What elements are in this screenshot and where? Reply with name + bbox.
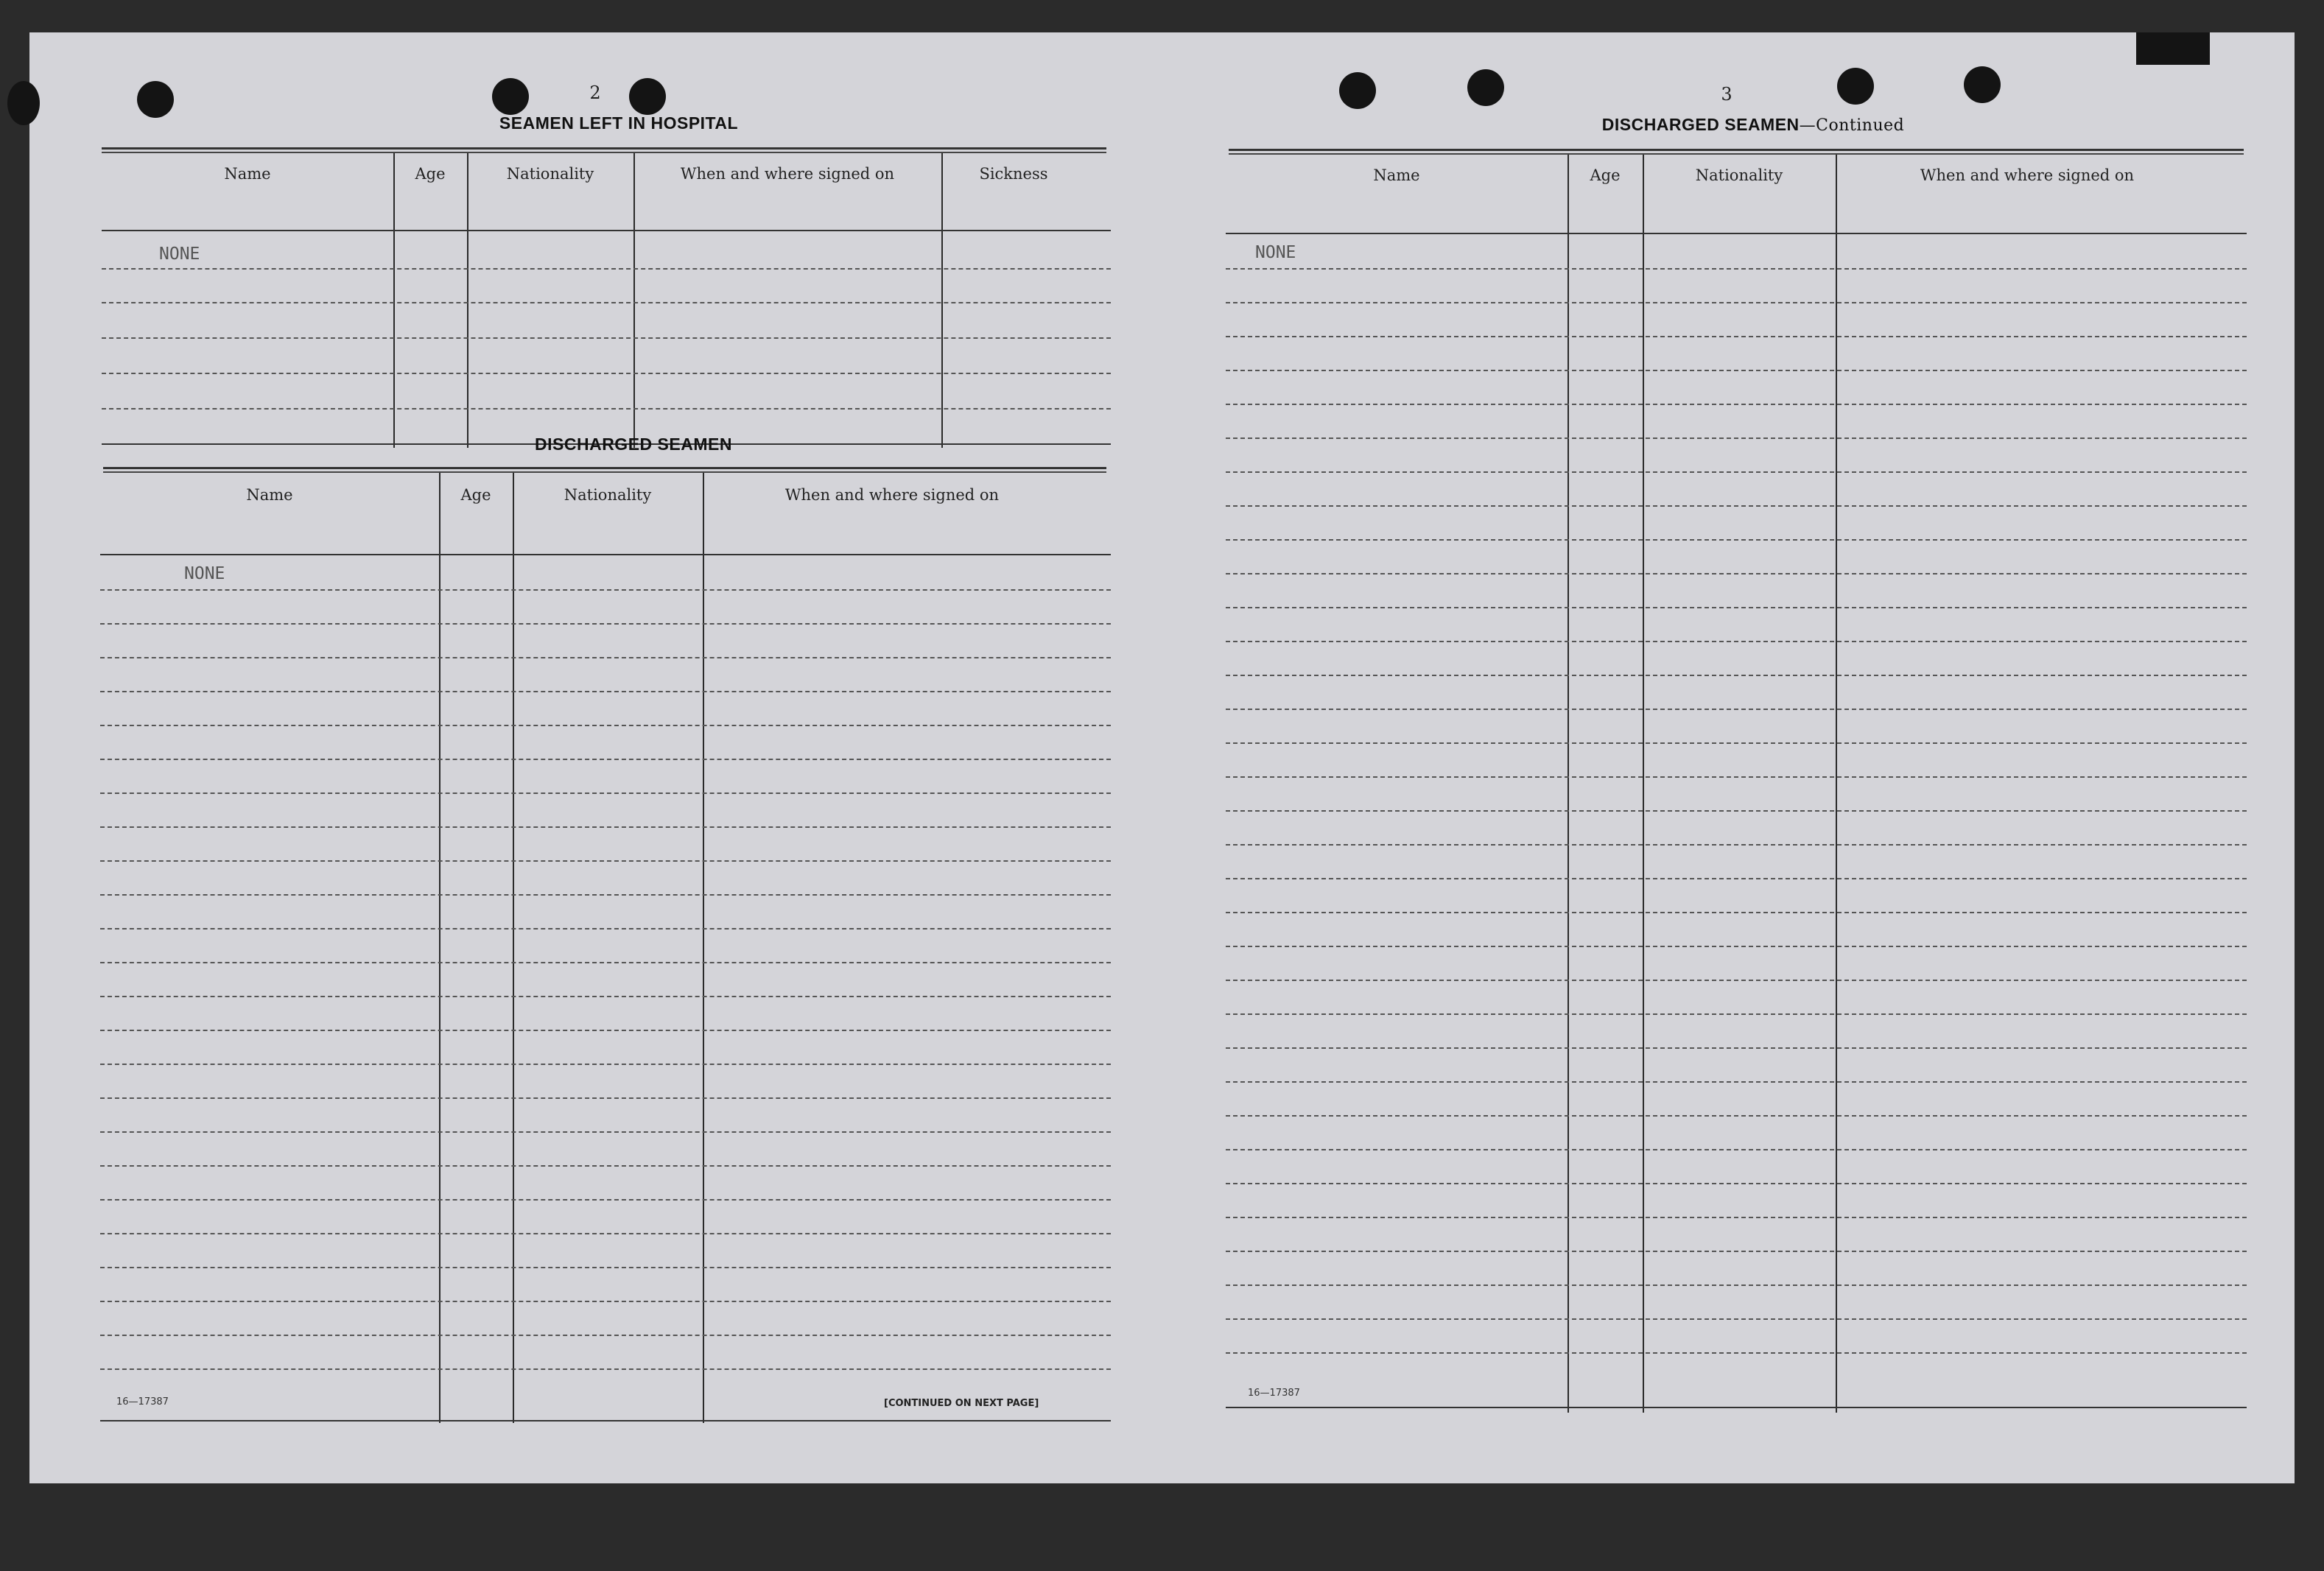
right-discharged-table bbox=[1226, 155, 2247, 1413]
table-row-line bbox=[1226, 776, 2247, 778]
punch-hole-6 bbox=[1837, 68, 1874, 105]
table-row-line bbox=[1226, 370, 2247, 371]
table-row-line bbox=[1226, 1149, 2247, 1150]
table-row-line bbox=[1226, 437, 2247, 439]
hospital-top-rule bbox=[102, 147, 1106, 150]
table-row-line bbox=[100, 1301, 1111, 1302]
table-row-line bbox=[102, 337, 1111, 339]
table-row-line bbox=[100, 657, 1111, 658]
table-row-line bbox=[100, 860, 1111, 862]
right-sep-1 bbox=[1568, 155, 1569, 1413]
discharged-sep-3 bbox=[703, 473, 704, 1423]
table-row-line bbox=[100, 1233, 1111, 1234]
discharged-col-age: Age bbox=[460, 486, 491, 504]
table-row-line bbox=[1226, 675, 2247, 676]
document-sheet bbox=[29, 32, 2295, 1483]
table-row-line bbox=[1226, 539, 2247, 541]
table-row-line bbox=[100, 894, 1111, 896]
table-row-line bbox=[1226, 980, 2247, 981]
hospital-col-sickness: Sickness bbox=[979, 165, 1048, 183]
table-row-line bbox=[1226, 1183, 2247, 1184]
table-row-line bbox=[1226, 1251, 2247, 1252]
table-row-line bbox=[100, 1335, 1111, 1336]
hospital-sep-3 bbox=[633, 153, 635, 448]
hospital-sep-1 bbox=[393, 153, 395, 448]
table-row-line bbox=[1226, 641, 2247, 642]
discharged-sep-1 bbox=[439, 473, 440, 1423]
table-row-line bbox=[100, 826, 1111, 828]
right-form-number: 16—17387 bbox=[1248, 1388, 1300, 1399]
table-row-line bbox=[1226, 471, 2247, 473]
table-row-line bbox=[1226, 573, 2247, 574]
table-row-line bbox=[100, 1064, 1111, 1065]
table-row-line bbox=[1226, 336, 2247, 337]
table-row-line bbox=[1226, 912, 2247, 913]
hospital-col-name: Name bbox=[224, 165, 271, 183]
hospital-col-nationality: Nationality bbox=[506, 165, 594, 183]
table-row-line bbox=[102, 302, 1111, 303]
table-row-line bbox=[102, 268, 1111, 270]
punch-hole-2 bbox=[492, 78, 529, 115]
right-col-age: Age bbox=[1590, 166, 1621, 184]
table-row-line bbox=[1226, 268, 2247, 270]
right-col-nationality: Nationality bbox=[1695, 166, 1783, 184]
table-row-line bbox=[1226, 1352, 2247, 1354]
table-row-line bbox=[1226, 810, 2247, 812]
hospital-col-age: Age bbox=[415, 165, 446, 183]
discharged-col-nationality: Nationality bbox=[564, 486, 652, 504]
table-row-line bbox=[100, 691, 1111, 692]
table-row-line bbox=[100, 996, 1111, 997]
corner-tab bbox=[2136, 32, 2210, 65]
right-top-rule bbox=[1229, 149, 2244, 151]
right-sep-2 bbox=[1643, 155, 1644, 1413]
discharged-col-name: Name bbox=[246, 486, 293, 504]
table-row-line bbox=[100, 1030, 1111, 1031]
hospital-header-line bbox=[102, 230, 1111, 231]
discharged-sep-2 bbox=[513, 473, 514, 1423]
right-col-signed-on: When and where signed on bbox=[1920, 166, 2135, 184]
table-row-line bbox=[100, 792, 1111, 794]
table-row-line bbox=[1226, 505, 2247, 507]
hospital-sep-4 bbox=[941, 153, 943, 448]
punch-hole-3 bbox=[629, 78, 666, 115]
discharged-top-rule bbox=[103, 467, 1106, 469]
table-row-line bbox=[100, 759, 1111, 760]
table-row-line bbox=[1226, 709, 2247, 710]
punch-hole-4 bbox=[1339, 72, 1376, 109]
right-page-number: 3 bbox=[1721, 84, 1733, 105]
table-row-line bbox=[100, 1368, 1111, 1370]
hospital-col-signed-on: When and where signed on bbox=[680, 165, 895, 183]
table-row-line bbox=[102, 408, 1111, 410]
table-row-line bbox=[100, 1165, 1111, 1167]
table-row-line bbox=[1226, 1217, 2247, 1218]
discharged-col-signed-on: When and where signed on bbox=[784, 486, 1000, 504]
table-row-line bbox=[1226, 1013, 2247, 1015]
table-row-line bbox=[100, 1267, 1111, 1268]
punch-hole-1 bbox=[137, 81, 174, 118]
table-row-line bbox=[100, 1199, 1111, 1201]
right-sep-3 bbox=[1836, 155, 1837, 1413]
table-row-line bbox=[1226, 1318, 2247, 1320]
hospital-entry-none: NONE bbox=[159, 245, 200, 264]
table-row-line bbox=[100, 725, 1111, 726]
table-row-line bbox=[100, 1097, 1111, 1099]
right-title-main: DISCHARGED SEAMEN bbox=[1601, 115, 1800, 134]
hospital-section-title: SEAMEN LEFT IN HOSPITAL bbox=[499, 113, 739, 133]
left-page-number: 2 bbox=[589, 82, 601, 103]
discharged-table bbox=[100, 473, 1111, 1423]
table-row-line bbox=[1226, 742, 2247, 744]
table-row-line bbox=[102, 373, 1111, 374]
table-row-line bbox=[1226, 1284, 2247, 1286]
hospital-table bbox=[102, 153, 1111, 448]
right-col-name: Name bbox=[1373, 166, 1420, 184]
table-row-line bbox=[1226, 1047, 2247, 1049]
table-row-line bbox=[1226, 607, 2247, 608]
table-row-line bbox=[1226, 404, 2247, 405]
hospital-sep-2 bbox=[467, 153, 468, 448]
table-row-line bbox=[100, 1131, 1111, 1133]
discharged-header-line bbox=[100, 554, 1111, 555]
table-row-line bbox=[1226, 1081, 2247, 1083]
table-row-line bbox=[100, 623, 1111, 625]
edge-notch bbox=[7, 81, 40, 125]
right-entry-none: NONE bbox=[1255, 243, 1296, 262]
table-row-line bbox=[100, 589, 1111, 591]
discharged-entry-none: NONE bbox=[184, 564, 225, 583]
table-row-line bbox=[100, 962, 1111, 963]
punch-hole-7 bbox=[1964, 66, 2001, 103]
table-row-line bbox=[1226, 1115, 2247, 1117]
continued-on-next-page: [CONTINUED ON NEXT PAGE] bbox=[884, 1398, 1039, 1409]
punch-hole-5 bbox=[1467, 69, 1504, 106]
table-row-line bbox=[1226, 302, 2247, 303]
right-section-title bbox=[1503, 115, 2004, 135]
right-header-line bbox=[1226, 233, 2247, 234]
right-bottom-line bbox=[1226, 1407, 2247, 1408]
discharged-section-title: DISCHARGED SEAMEN bbox=[535, 435, 732, 454]
table-row-line bbox=[1226, 844, 2247, 846]
table-row-line bbox=[1226, 878, 2247, 879]
left-form-number: 16—17387 bbox=[116, 1396, 169, 1407]
table-row-line bbox=[1226, 946, 2247, 947]
discharged-bottom-line bbox=[100, 1420, 1111, 1421]
table-row-line bbox=[100, 928, 1111, 929]
right-title-continued: —Continued bbox=[1799, 116, 1905, 135]
